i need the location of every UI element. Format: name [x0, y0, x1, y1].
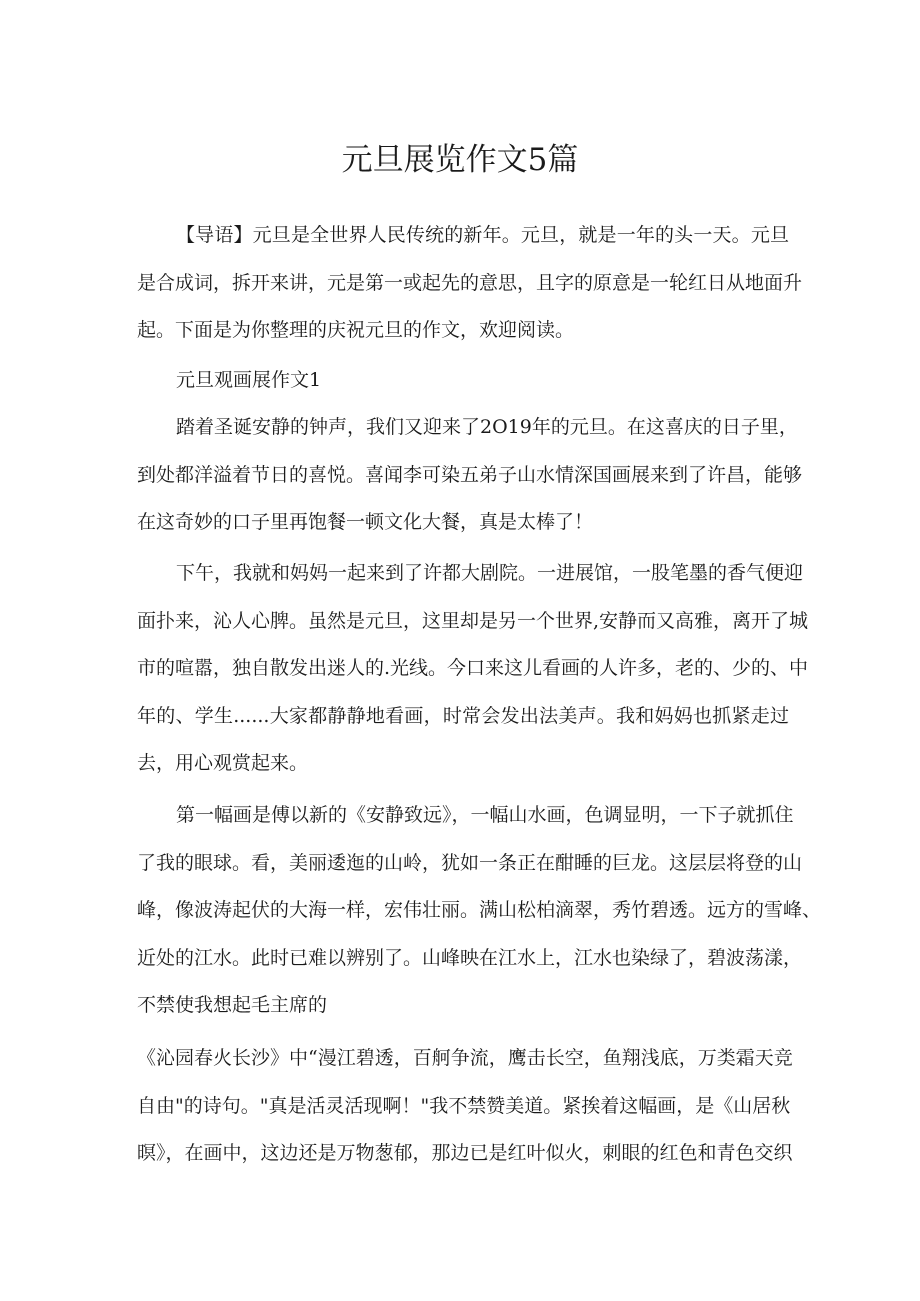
text-line: 暝》，在画中，这边还是万物葱郁，那边已是红叶似火，刺眼的红色和青色交织	[137, 1142, 793, 1164]
paragraph-2	[137, 550, 809, 788]
text-line: 自由"的诗句。"真是活灵活现啊！"我不禁赞美道。紧挨着这幅画，是《山居秋	[137, 1094, 791, 1117]
text-line: 踏着圣诞安静的钟声，我们又迎来了2O19年的元旦。在这喜庆的日子里，	[176, 416, 798, 438]
paragraph-1	[137, 404, 803, 547]
text-line: 《沁园春火长沙》中“漫江碧透，百舸争流，鹰击长空，鱼翔浅底，万类霜天竞	[137, 1047, 793, 1069]
paragraph-3	[137, 792, 822, 1030]
text-line: 了我的眼球。看，美丽逶迤的山岭，犹如一条正在酣睡的巨龙。这层层将登的山	[137, 851, 803, 874]
text-line: 下午，我就和妈妈一起来到了许都大剧院。一进展馆，一股笔墨的香气便迎	[176, 562, 804, 584]
text-line: 第一幅画是傅以新的《安静致远》，一幅山水画，色调显明，一下子就抓住	[176, 804, 794, 826]
text-line: 峰，像波涛起伏的大海一样，宏伟壮丽。满山松柏滴翠，秀竹碧透。远方的雪峰、	[137, 899, 822, 921]
paragraph-intro	[137, 212, 803, 355]
text-line: 【导语】元旦是全世界人民传统的新年。元旦，就是一年的头一天。元旦	[176, 224, 789, 246]
paragraph-4	[137, 1035, 793, 1178]
text-line: 起。下面是为你整理的庆祝元旦的作文，欢迎阅读。	[137, 319, 575, 341]
text-line: 面扑来，沁人心脾。虽然是元旦，这里却是另一个世界,安静而又高雅，离开了城	[137, 609, 809, 632]
text-line: 近处的江水。此时已难以辨别了。山峰映在江水上，江水也染绿了，碧波荡漾，	[137, 946, 803, 969]
text-line: 是合成词，拆开来讲，元是第一或起先的意思，且字的原意是一轮红日从地面升	[137, 271, 803, 294]
subtitle-line: 元旦观画展作文1	[176, 369, 322, 391]
text-line: 到处都洋溢着节日的喜悦。喜闻李可染五弟子山水情深国画展来到了许昌，能够	[137, 463, 803, 486]
text-line: 不禁使我想起毛主席的	[137, 994, 328, 1016]
text-line: 市的喧嚣，独自散发出迷人的.光线。今口来这儿看画的人许多，老的、少的、中	[137, 657, 809, 679]
text-line: 去，用心观赏起来。	[137, 752, 309, 774]
text-line: 在这奇妙的口子里再饱餐一顿文化大餐，真是太棒了！	[137, 511, 594, 533]
document-title: 元旦展览作文5篇	[341, 142, 579, 178]
text-line: 年的、学生......大家都静静地看画，时常会发出法美声。我和妈妈也抓紧走过	[137, 704, 789, 727]
section-subtitle	[137, 357, 789, 405]
